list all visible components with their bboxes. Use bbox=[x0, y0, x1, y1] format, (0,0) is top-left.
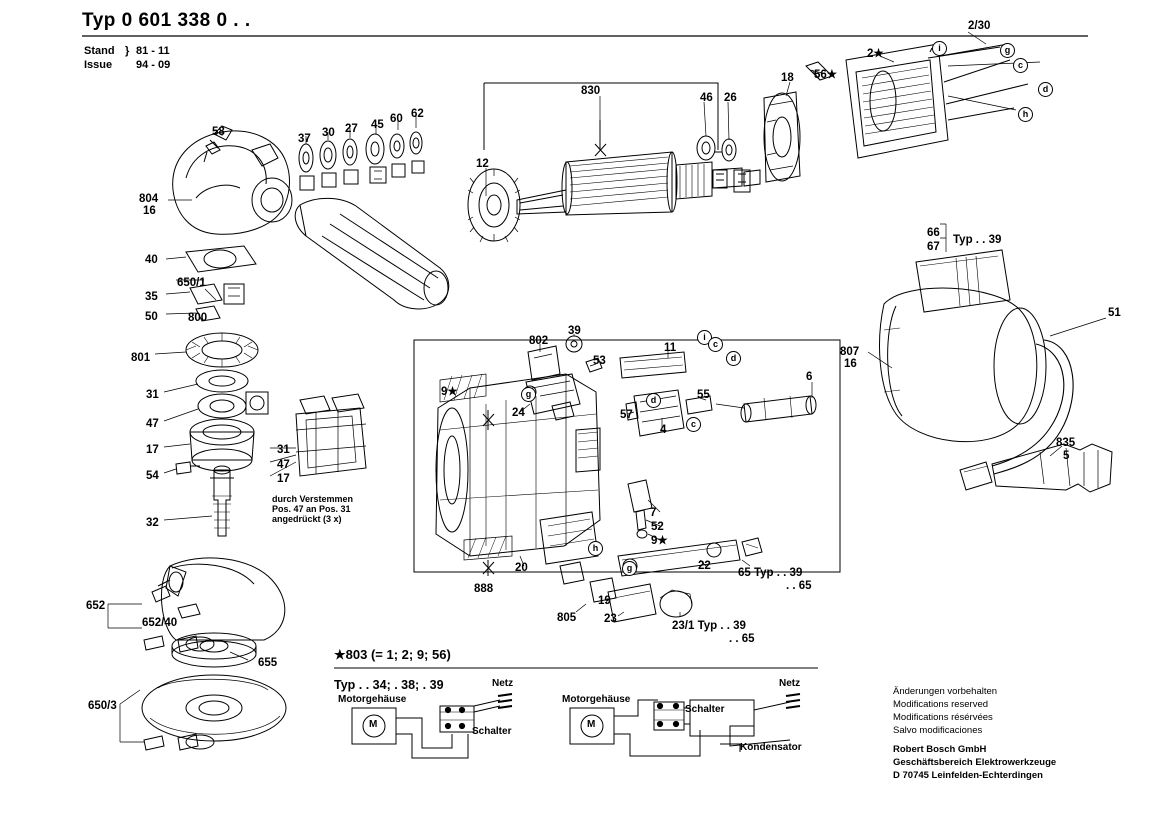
part-callout-c-19: 19 bbox=[598, 595, 611, 607]
terminal-marker-m-g3: g bbox=[622, 561, 637, 576]
part-callout-c-46: 46 bbox=[700, 92, 713, 104]
terminal-marker-m-d3: d bbox=[646, 393, 661, 408]
part-callout-c-804: 804 bbox=[139, 193, 159, 205]
part-callout-c-23-1b: . . 65 bbox=[729, 633, 755, 645]
footer-company-1: Geschäftsbereich Elektrowerkzeuge bbox=[893, 757, 1057, 768]
terminal-marker-m-c3: c bbox=[686, 417, 701, 432]
part-callout-c-17b: 17 bbox=[277, 473, 290, 485]
part-callout-c-2-30: 2/30 bbox=[968, 20, 991, 32]
part-callout-c-52: 52 bbox=[651, 521, 664, 533]
part-callout-c-51: 51 bbox=[1108, 307, 1121, 319]
part-callout-c-22: 22 bbox=[698, 560, 711, 572]
brace: } bbox=[125, 45, 130, 57]
part-callout-c-830: 830 bbox=[581, 85, 601, 97]
part-callout-c-57: 57 bbox=[620, 409, 633, 421]
legend-right-motor-symbol: M bbox=[587, 719, 596, 730]
terminal-marker-m-d2: d bbox=[726, 351, 741, 366]
footer-note-0: Änderungen vorbehalten bbox=[893, 686, 998, 697]
part-callout-c-39: 39 bbox=[568, 325, 581, 337]
part-callout-c-31b: 31 bbox=[277, 444, 290, 456]
note-verstemmen-2: angedrückt (3 x) bbox=[272, 514, 342, 524]
part-callout-c-652-40: 652/40 bbox=[142, 617, 178, 629]
part-callout-c-802: 802 bbox=[529, 335, 549, 347]
part-callout-c-66: 66 bbox=[927, 227, 940, 239]
part-callout-c-7: 7 bbox=[650, 507, 657, 519]
stand-value: 81 - 11 bbox=[136, 45, 170, 57]
part-callout-c-58: 58 bbox=[212, 126, 225, 138]
part-callout-c-35: 35 bbox=[145, 291, 158, 303]
footer-note-1: Modifications reserved bbox=[893, 699, 989, 710]
terminal-marker-m-g: g bbox=[1000, 43, 1015, 58]
part-callout-c-804b: 16 bbox=[143, 205, 156, 217]
part-callout-c-17: 17 bbox=[146, 444, 159, 456]
part-callout-c-24: 24 bbox=[512, 407, 525, 419]
part-callout-c-9star: 9★ bbox=[441, 386, 458, 398]
part-callout-c-50: 50 bbox=[145, 311, 158, 323]
terminal-marker-m-c2: c bbox=[708, 337, 723, 352]
part-callout-c-23: 23 bbox=[604, 613, 617, 625]
legend-right-motor-housing: Motorgehäuse bbox=[562, 694, 631, 705]
terminal-marker-m-g2: g bbox=[521, 387, 536, 402]
part-callout-c-2star: 2★ bbox=[867, 48, 884, 60]
part-callout-c-12: 12 bbox=[476, 158, 489, 170]
part-callout-c-801: 801 bbox=[131, 352, 151, 364]
part-callout-c-4: 4 bbox=[660, 424, 667, 436]
part-callout-c-20: 20 bbox=[515, 562, 528, 574]
part-callout-c-6: 6 bbox=[806, 371, 813, 383]
part-callout-c-800: 800 bbox=[188, 312, 208, 324]
terminal-marker-m-d: d bbox=[1038, 82, 1053, 97]
note-verstemmen-1: Pos. 47 an Pos. 31 bbox=[272, 504, 351, 514]
footer-company-2: D 70745 Leinfelden-Echterdingen bbox=[893, 770, 1043, 781]
terminal-marker-m-c: c bbox=[1013, 58, 1028, 73]
part-callout-c-27: 27 bbox=[345, 123, 358, 135]
part-callout-c-807: 807 bbox=[840, 346, 860, 358]
part-callout-c-67: 67 bbox=[927, 241, 940, 253]
part-callout-c-888: 888 bbox=[474, 583, 494, 595]
issue-label: Issue bbox=[84, 59, 113, 71]
footer-note-2: Modifications résérvées bbox=[893, 712, 993, 723]
part-callout-c-5: 5 bbox=[1063, 450, 1070, 462]
part-callout-c-807b: 16 bbox=[844, 358, 857, 370]
part-callout-c-652: 652 bbox=[86, 600, 106, 612]
part-callout-c-56star: 56★ bbox=[814, 69, 838, 81]
legend-right-net: Netz bbox=[779, 678, 801, 689]
part-callout-c-23-1: 23/1 Typ . . 39 bbox=[672, 620, 746, 632]
terminal-marker-m-i: i bbox=[932, 41, 947, 56]
part-callout-c-65b: . . 65 bbox=[786, 580, 812, 592]
legend-left-switch: Schalter bbox=[472, 726, 512, 737]
terminal-marker-m-h2: h bbox=[588, 541, 603, 556]
part-callout-c-31: 31 bbox=[146, 389, 159, 401]
part-callout-c-47b: 47 bbox=[277, 459, 290, 471]
terminal-marker-m-i2: i bbox=[697, 330, 712, 345]
part-callout-c-18: 18 bbox=[781, 72, 794, 84]
part-callout-c-26: 26 bbox=[724, 92, 737, 104]
part-callout-c-650-1: 650/1 bbox=[177, 277, 206, 289]
legend-left-net: Netz bbox=[492, 678, 514, 689]
footer-note-3: Salvo modificaciones bbox=[893, 725, 983, 736]
note-verstemmen-0: durch Verstemmen bbox=[272, 494, 354, 504]
terminal-marker-m-h: h bbox=[1018, 107, 1033, 122]
part-callout-c-9star2: 9★ bbox=[651, 535, 668, 547]
stand-label: Stand bbox=[84, 45, 115, 57]
legend-right-switch: Schalter bbox=[685, 704, 725, 715]
part-callout-c-47: 47 bbox=[146, 418, 159, 430]
part-callout-c-62: 62 bbox=[411, 108, 424, 120]
legend-left-motor-symbol: M bbox=[369, 719, 378, 730]
page-title: Typ 0 601 338 0 . . bbox=[82, 10, 251, 31]
part-callout-c-65: 65 Typ . . 39 bbox=[738, 567, 803, 579]
part-callout-c-805: 805 bbox=[557, 612, 577, 624]
part-callout-c-37: 37 bbox=[298, 133, 311, 145]
part-callout-c-54: 54 bbox=[146, 470, 159, 482]
part-callout-c-40: 40 bbox=[145, 254, 158, 266]
footer-company-0: Robert Bosch GmbH bbox=[893, 744, 987, 755]
part-callout-c-55: 55 bbox=[697, 389, 710, 401]
legend-left-motor-housing: Motorgehäuse bbox=[338, 694, 407, 705]
legend-right-capacitor: Kondensator bbox=[740, 742, 802, 753]
part-callout-c-835: 835 bbox=[1056, 437, 1076, 449]
issue-value: 94 - 09 bbox=[136, 59, 171, 71]
part-callout-c-30: 30 bbox=[322, 127, 335, 139]
part-callout-c-45: 45 bbox=[371, 119, 384, 131]
part-callout-c-11: 11 bbox=[664, 342, 677, 354]
part-callout-c-32: 32 bbox=[146, 517, 159, 529]
legend-star-note: ★803 (= 1; 2; 9; 56) bbox=[334, 647, 451, 662]
part-callout-c-typ39: Typ . . 39 bbox=[953, 234, 1002, 246]
part-callout-c-53: 53 bbox=[593, 355, 606, 367]
legend-typ-note: Typ . . 34; . 38; . 39 bbox=[334, 678, 444, 692]
part-callout-c-650-3: 650/3 bbox=[88, 700, 117, 712]
part-callout-c-655: 655 bbox=[258, 657, 278, 669]
part-callout-c-60: 60 bbox=[390, 113, 403, 125]
